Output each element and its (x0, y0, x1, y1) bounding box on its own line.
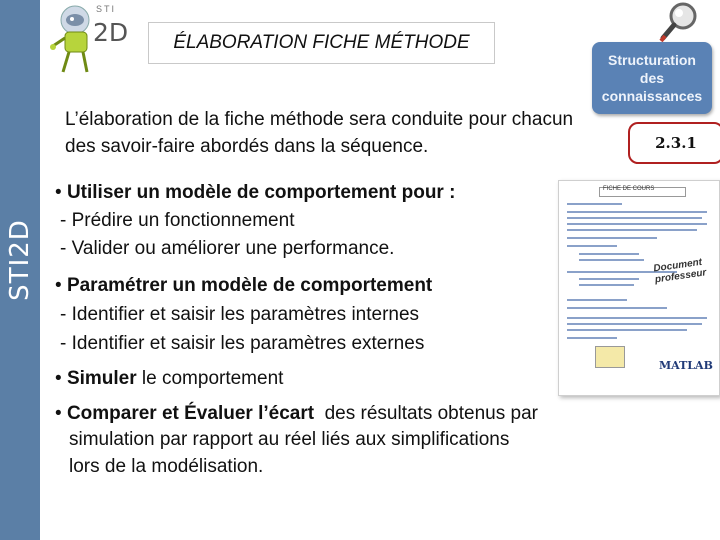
thumbnail-line (567, 337, 617, 339)
badge-line-3: connaissances (601, 88, 703, 104)
thumbnail-line (567, 299, 627, 301)
badge-line-1: Structuration (608, 52, 696, 68)
thumbnail-line (567, 317, 707, 319)
page-title-box (148, 22, 495, 64)
thumbnail-line (579, 259, 644, 261)
thumbnail-line (579, 278, 639, 280)
bullet-4-rest: des résultats obtenus par (314, 403, 538, 424)
bullet-marker: • (55, 182, 67, 203)
thumbnail-stamp: Document professeur (652, 256, 708, 286)
badge-line-2: des (639, 70, 665, 86)
bullet-3: • Simuler le comportement (55, 368, 284, 389)
thumbnail-line (567, 307, 667, 309)
subitem-1-2: - Valider ou améliorer une performance. (60, 238, 395, 259)
thumbnail-line (567, 211, 707, 213)
bullet-2-bold: Paramétrer un modèle de comportement (66, 275, 433, 296)
thumbnail-line (579, 253, 639, 255)
section-code-box (628, 122, 720, 164)
thumbnail-line (567, 323, 702, 325)
sidebar-band (0, 0, 40, 540)
thumbnail-line (567, 229, 697, 231)
thumbnail-header: FICHE DE COURS (603, 186, 655, 192)
bullet-4-cont-1: simulation par rapport au réel liés aux simplifications (69, 429, 510, 450)
subitem-2-2-text: Identifier et saisir les paramètres externes (71, 333, 425, 354)
subitem-1-1: - Prédire un fonctionnement (60, 210, 295, 231)
thumbnail-line (567, 223, 707, 225)
sidebar-label-text: STI2D (5, 219, 35, 301)
sidebar-label (5, 200, 35, 320)
subitem-2-2: - Identifier et saisir les paramètres externes (60, 333, 425, 354)
bullet-2: • Paramétrer un modèle de comportement (55, 275, 433, 296)
thumbnail-line (567, 203, 622, 205)
document-thumbnail (558, 180, 720, 396)
logo-prefix: STI (96, 4, 117, 14)
structuration-badge (592, 42, 712, 114)
bullet-4: • Comparer et Évaluer l’écart des résultats obtenus par (55, 403, 538, 424)
thumbnail-line (567, 329, 687, 331)
section-code: 2.3.1 (655, 134, 697, 152)
thumbnail-line (567, 237, 657, 239)
subitem-2-1-text: Identifier et saisir les paramètres internes (71, 304, 420, 325)
thumbnail-line (579, 284, 634, 286)
thumbnail-brand: MATLAB (659, 359, 713, 372)
bullet-1 (55, 181, 455, 204)
bullet-4-bold: Comparer et Évaluer l’écart (66, 403, 315, 424)
intro-paragraph: L’élaboration de la fiche méthode sera conduite pour chacun des savoir-faire abordés dans la séquence. (65, 109, 574, 157)
bullet-4-cont-2: lors de la modélisation. (69, 456, 264, 477)
thumbnail-screenshot (595, 346, 625, 368)
bullet-3-rest: le comportement (136, 368, 284, 389)
subitem-1-2-text: Valider ou améliorer une performance. (71, 238, 395, 259)
thumbnail-line (567, 245, 617, 247)
subitem-2-1: - Identifier et saisir les paramètres internes (60, 304, 420, 325)
bullet-1-bold: Utiliser un modèle de comportement pour : (66, 182, 456, 203)
page-title: ÉLABORATION FICHE MÉTHODE (173, 32, 470, 53)
subitem-1-1-text: Prédire un fonctionnement (71, 210, 295, 231)
bullet-3-bold: Simuler (66, 368, 137, 389)
thumbnail-line (567, 217, 702, 219)
logo-name: 2D (93, 18, 129, 47)
